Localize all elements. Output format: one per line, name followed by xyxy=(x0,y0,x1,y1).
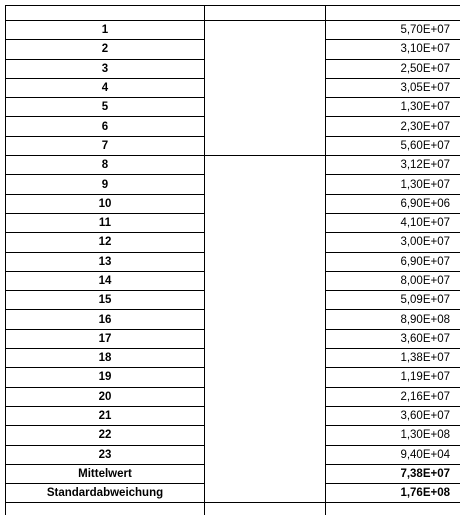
table-row xyxy=(6,233,460,252)
empty-cell[interactable] xyxy=(205,21,326,40)
spreadsheet xyxy=(5,5,460,517)
empty-cell[interactable] xyxy=(205,252,326,271)
value-cell[interactable]: 6,90E+06 xyxy=(326,194,460,213)
table-row xyxy=(6,426,460,445)
row-index-cell[interactable]: 1 xyxy=(6,21,205,40)
row-index-cell[interactable]: 15 xyxy=(6,291,205,310)
table-row xyxy=(6,136,460,155)
value-cell[interactable]: 5,60E+07 xyxy=(326,136,460,155)
table-row xyxy=(6,213,460,232)
row-index-cell[interactable]: 18 xyxy=(6,349,205,368)
value-cell[interactable]: 1,30E+07 xyxy=(326,175,460,194)
empty-cell[interactable] xyxy=(205,40,326,59)
empty-cell[interactable] xyxy=(205,503,326,516)
value-cell[interactable]: 3,05E+07 xyxy=(326,78,460,97)
empty-cell[interactable] xyxy=(205,194,326,213)
empty-cell[interactable] xyxy=(205,233,326,252)
empty-cell[interactable] xyxy=(205,349,326,368)
empty-cell[interactable] xyxy=(205,445,326,464)
empty-cell[interactable] xyxy=(205,271,326,290)
empty-cell[interactable] xyxy=(205,387,326,406)
empty-cell[interactable] xyxy=(205,464,326,483)
table-row xyxy=(6,387,460,406)
summary-row xyxy=(6,484,460,503)
table-row xyxy=(6,117,460,136)
summary-row xyxy=(6,464,460,483)
summary-label-cell[interactable]: Mittelwert xyxy=(6,464,205,483)
table-row xyxy=(6,252,460,271)
table-row xyxy=(6,21,460,40)
table-row xyxy=(6,98,460,117)
value-cell[interactable]: 8,00E+07 xyxy=(326,271,460,290)
empty-cell[interactable] xyxy=(205,484,326,503)
row-index-cell[interactable]: 5 xyxy=(6,98,205,117)
header-cell-1[interactable] xyxy=(6,6,205,21)
summary-label-cell[interactable]: Standardabweichung xyxy=(6,484,205,503)
row-index-cell[interactable]: 16 xyxy=(6,310,205,329)
value-cell[interactable]: 3,00E+07 xyxy=(326,233,460,252)
empty-cell[interactable] xyxy=(205,426,326,445)
row-index-cell[interactable]: 4 xyxy=(6,78,205,97)
trailing-row xyxy=(6,503,460,516)
row-index-cell[interactable]: 9 xyxy=(6,175,205,194)
row-index-cell[interactable]: 19 xyxy=(6,368,205,387)
empty-cell[interactable] xyxy=(205,156,326,175)
value-cell[interactable]: 2,16E+07 xyxy=(326,387,460,406)
value-cell[interactable]: 9,40E+04 xyxy=(326,445,460,464)
value-cell[interactable]: 2,50E+07 xyxy=(326,59,460,78)
header-cell-2[interactable] xyxy=(205,6,326,21)
row-index-cell[interactable]: 2 xyxy=(6,40,205,59)
empty-cell[interactable] xyxy=(205,98,326,117)
value-cell[interactable]: 1,19E+07 xyxy=(326,368,460,387)
value-cell[interactable]: 1,30E+07 xyxy=(326,98,460,117)
table-row xyxy=(6,271,460,290)
table-row xyxy=(6,194,460,213)
value-cell[interactable]: 3,60E+07 xyxy=(326,329,460,348)
empty-cell[interactable] xyxy=(205,78,326,97)
value-cell[interactable]: 5,09E+07 xyxy=(326,291,460,310)
empty-cell[interactable] xyxy=(205,213,326,232)
value-cell[interactable]: 5,70E+07 xyxy=(326,21,460,40)
row-index-cell[interactable]: 8 xyxy=(6,156,205,175)
header-row xyxy=(6,6,460,21)
value-cell[interactable]: 1,38E+07 xyxy=(326,349,460,368)
table-row xyxy=(6,175,460,194)
row-index-cell[interactable]: 10 xyxy=(6,194,205,213)
row-index-cell[interactable]: 12 xyxy=(6,233,205,252)
data-table xyxy=(5,5,460,515)
summary-value-cell[interactable]: 1,76E+08 xyxy=(326,484,460,503)
table-row xyxy=(6,349,460,368)
empty-cell[interactable] xyxy=(205,368,326,387)
empty-cell[interactable] xyxy=(205,136,326,155)
value-cell[interactable]: 3,12E+07 xyxy=(326,156,460,175)
row-index-cell[interactable]: 20 xyxy=(6,387,205,406)
table-row xyxy=(6,78,460,97)
row-index-cell[interactable]: 3 xyxy=(6,59,205,78)
row-index-cell[interactable]: 13 xyxy=(6,252,205,271)
empty-cell[interactable] xyxy=(326,503,460,516)
value-cell[interactable]: 2,30E+07 xyxy=(326,117,460,136)
empty-cell[interactable] xyxy=(205,59,326,78)
value-cell[interactable]: 8,90E+08 xyxy=(326,310,460,329)
table-row xyxy=(6,368,460,387)
value-cell[interactable]: 1,30E+08 xyxy=(326,426,460,445)
empty-cell[interactable] xyxy=(205,406,326,425)
table-row xyxy=(6,156,460,175)
empty-cell[interactable] xyxy=(205,117,326,136)
value-cell[interactable]: 3,10E+07 xyxy=(326,40,460,59)
value-cell[interactable]: 6,90E+07 xyxy=(326,252,460,271)
table-row xyxy=(6,329,460,348)
summary-value-cell[interactable]: 7,38E+07 xyxy=(326,464,460,483)
table-row xyxy=(6,59,460,78)
row-index-cell[interactable]: 17 xyxy=(6,329,205,348)
table-row xyxy=(6,445,460,464)
empty-cell[interactable] xyxy=(205,175,326,194)
table-row xyxy=(6,40,460,59)
value-cell[interactable]: 3,60E+07 xyxy=(326,406,460,425)
empty-cell[interactable] xyxy=(205,310,326,329)
row-index-cell[interactable]: 23 xyxy=(6,445,205,464)
table-row xyxy=(6,291,460,310)
empty-cell[interactable] xyxy=(6,503,205,516)
row-index-cell[interactable]: 21 xyxy=(6,406,205,425)
row-index-cell[interactable]: 14 xyxy=(6,271,205,290)
header-cell-3[interactable] xyxy=(326,6,460,21)
empty-cell[interactable] xyxy=(205,329,326,348)
empty-cell[interactable] xyxy=(205,291,326,310)
value-cell[interactable]: 4,10E+07 xyxy=(326,213,460,232)
row-index-cell[interactable]: 11 xyxy=(6,213,205,232)
row-index-cell[interactable]: 7 xyxy=(6,136,205,155)
table-row xyxy=(6,406,460,425)
row-index-cell[interactable]: 22 xyxy=(6,426,205,445)
row-index-cell[interactable]: 6 xyxy=(6,117,205,136)
table-row xyxy=(6,310,460,329)
